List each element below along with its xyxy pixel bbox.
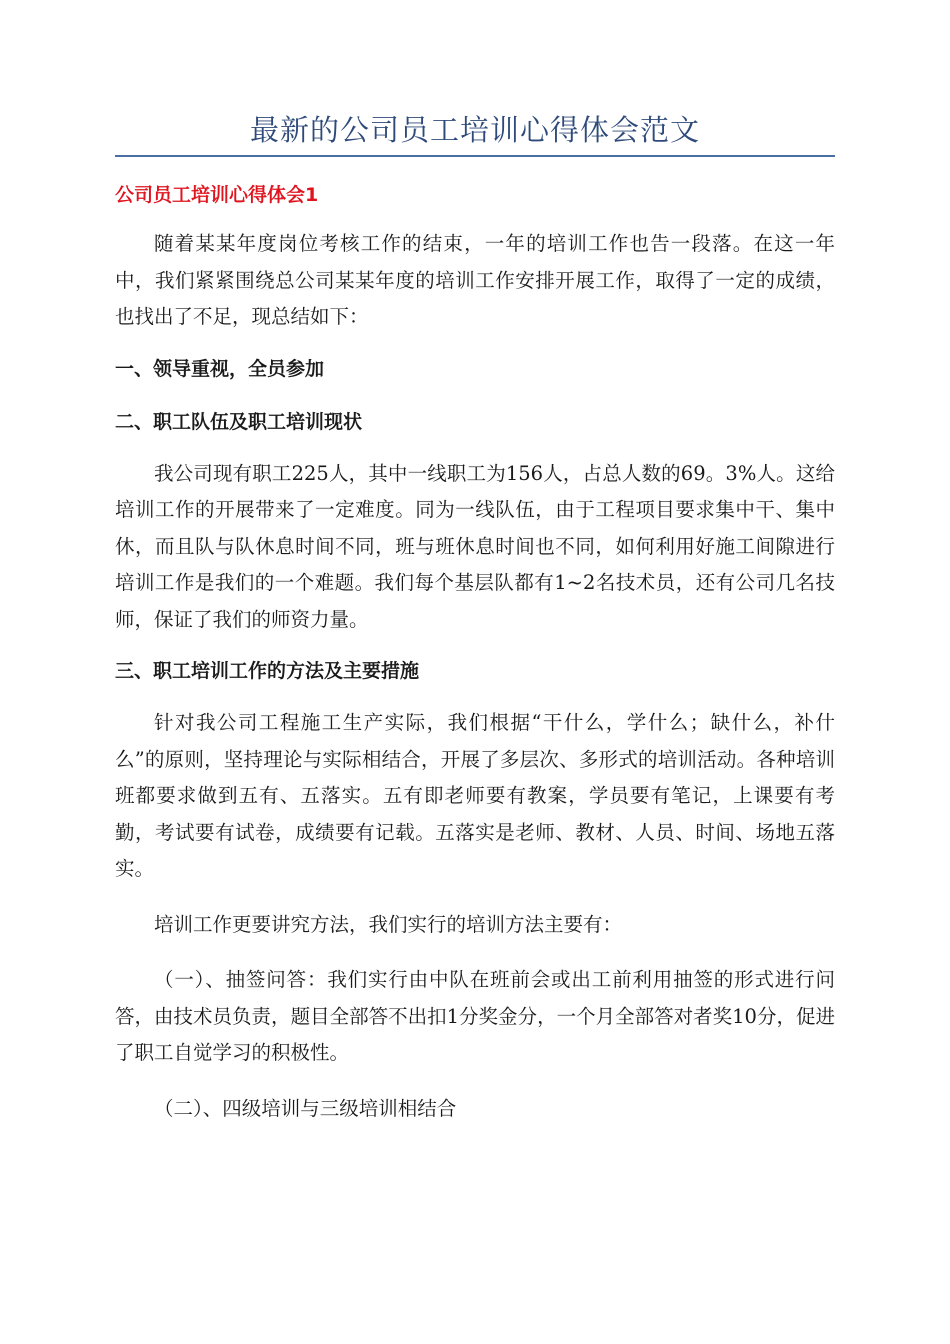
methods-paragraph: 针对我公司工程施工生产实际，我们根据“干什么，学什么；缺什么，补什么”的原则，坚持理论与实际相结合，开展了多层次、多形式的培训活动。各种培训班都要求做到五有、五落实。五有即老师要有教案，学员要有笔记，上课要有考勤，考试要有试卷，成绩要有记载。五落实是老师、教材、人员、时间、场地五落实。 xyxy=(115,711,835,880)
workforce-paragraph: 我公司现有职工225人，其中一线职工为156人，占总人数的69。3%人。这给培训工作的开展带来了一定难度。同为一线队伍，由于工程项目要求集中干、集中休，而且队与队休息时间不同，班与班休息时间也不同，如何利用好施工间隙进行培训工作是我们的一个难题。我们每个基层队都有1~2名技术员，还有公司几名技师，保证了我们的师资力量。 xyxy=(115,461,835,631)
intro-paragraph: 随着某某年度岗位考核工作的结束，一年的培训工作也告一段落。在这一年中，我们紧紧围绕总公司某某年度的培训工作安排开展工作，取得了一定的成绩，也找出了不足，现总结如下： xyxy=(115,232,835,328)
document-page xyxy=(115,108,835,1127)
heading-leadership: 一、领导重视，全员参加 xyxy=(115,357,325,380)
section-title: 公司员工培训心得体会1 xyxy=(115,184,319,206)
document-title: 最新的公司员工培训心得体会范文 xyxy=(249,113,700,147)
title-underline xyxy=(115,155,835,157)
heading-workforce-status: 二、职工队伍及职工培训现状 xyxy=(115,410,363,433)
four-three-level-paragraph: （二）、四级培训与三级培训相结合 xyxy=(154,1096,457,1120)
methods-intro-paragraph: 培训工作更要讲究方法，我们实行的培训方法主要有： xyxy=(154,912,623,936)
heading-training-methods: 三、职工培训工作的方法及主要措施 xyxy=(115,660,420,682)
lottery-qa-paragraph: （一）、抽签问答：我们实行由中队在班前会或出工前利用抽签的形式进行问答，由技术员负责，题目全部答不出扣1分奖金分，一个月全部答对者奖10分，促进了职工自觉学习的积极性。 xyxy=(115,968,835,1064)
